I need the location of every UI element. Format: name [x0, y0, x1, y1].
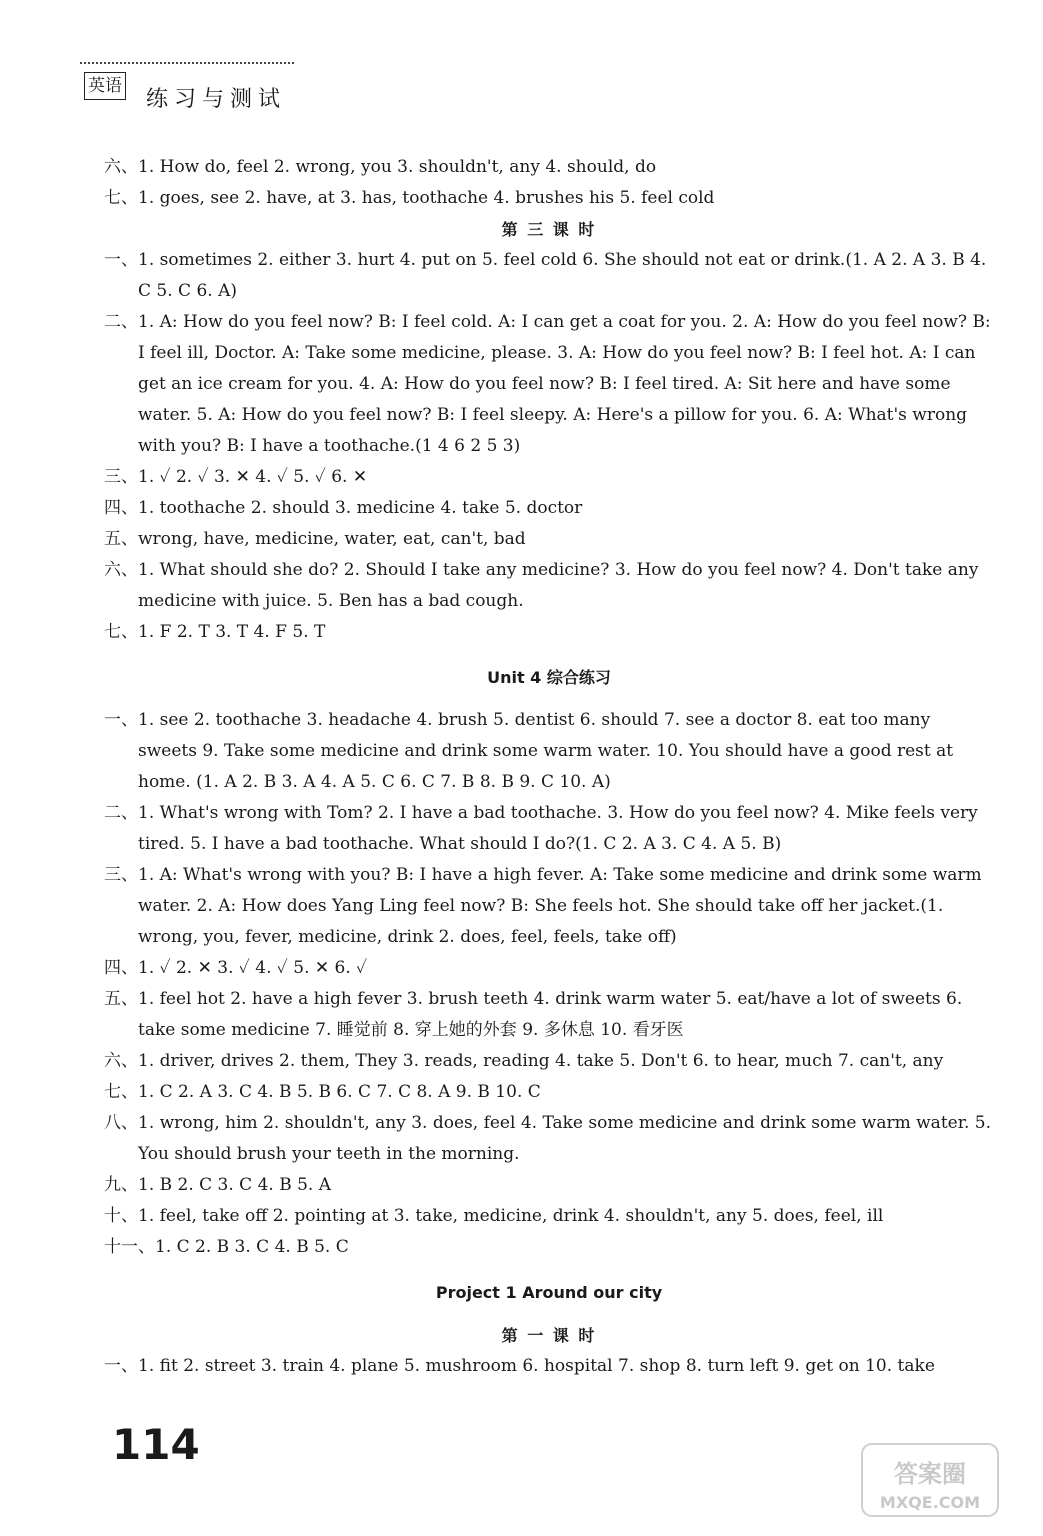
answer-line: 一、1. sometimes 2. either 3. hurt 4. put on 5. feel cold 6. She should not eat or drink.(1. A 2. A 3. B 4. C 5. C 6. A)	[104, 250, 987, 301]
answer-line: 七、1. F 2. T 3. T 4. F 5. T	[104, 622, 326, 642]
section-heading-project-1: Project 1 Around our city	[435, 1283, 663, 1302]
answer-line: 二、1. What's wrong with Tom? 2. I have a bad toothache. 3. How do you feel now? 4. Mike feels very tired. 5. I have a bad toothache. What should I do?(1. C 2. A 3. C 4. A 5. B)	[104, 803, 978, 854]
subject-label: 英语	[84, 72, 126, 100]
answer-line: 六、1. driver, drives 2. them, They 3. reads, reading 4. take 5. Don't 6. to hear, much 7. can't, any	[104, 1051, 944, 1071]
watermark-logo	[860, 1440, 1000, 1520]
answer-line: 一、1. see 2. toothache 3. headache 4. brush 5. dentist 6. should 7. see a doctor 8. eat too many sweets 9. Take some medicine and drink some warm water. 10. You should have a good rest at home. (1. A 2. B 3. A 4. A 5. C 6. C 7. B 8. B 9. C 10. A)	[104, 710, 954, 792]
svg-text:答案圈: 答案圈	[894, 1460, 966, 1488]
answer-line: 三、1. A: What's wrong with you? B: I have a high fever. A: Take some medicine and drink some warm water. 2. A: How does Yang Ling feel now? B: She feels hot. She should take off her jacket.(1. wrong, you, fever, medicine, drink 2. does, feel, feels, take off)	[104, 865, 982, 947]
answer-line: 五、wrong, have, medicine, water, eat, can't, bad	[104, 529, 526, 549]
svg-text:MXQE.COM: MXQE.COM	[879, 1493, 981, 1512]
answer-line: 十一、1. C 2. B 3. C 4. B 5. C	[104, 1237, 349, 1257]
book-title: 练习与测试	[146, 87, 287, 112]
answer-line: 七、1. C 2. A 3. C 4. B 5. B 6. C 7. C 8. A 9. B 10. C	[104, 1082, 541, 1102]
answer-line: 八、1. wrong, him 2. shouldn't, any 3. does, feel 4. Take some medicine and drink some warm water. 5. You should brush your teeth in the morning.	[104, 1113, 991, 1164]
answer-line: 十、1. feel, take off 2. pointing at 3. take, medicine, drink 4. shouldn't, any 5. does, feel, ill	[104, 1206, 884, 1226]
section-heading-lesson-1: 第 一 课 时	[501, 1326, 597, 1345]
section-heading-unit-4: Unit 4 综合练习	[487, 668, 611, 687]
answer-line: 六、1. How do, feel 2. wrong, you 3. shouldn't, any 4. should, do	[104, 157, 657, 177]
answer-content	[104, 152, 994, 1382]
answer-line: 九、1. B 2. C 3. C 4. B 5. A	[104, 1175, 332, 1195]
answer-line: 四、1. ✓ 2. ✕ 3. ✓ 4. ✓ 5. ✕ 6. ✓	[104, 958, 368, 978]
answer-line: 一、1. fit 2. street 3. train 4. plane 5. mushroom 6. hospital 7. shop 8. turn left 9. get on 10. take	[104, 1356, 935, 1376]
page-number: 114	[112, 1420, 200, 1469]
answer-line: 七、1. goes, see 2. have, at 3. has, toothache 4. brushes his 5. feel cold	[104, 188, 715, 208]
answer-line: 五、1. feel hot 2. have a high fever 3. brush teeth 4. drink warm water 5. eat/have a lot of sweets 6. take some medicine 7. 睡觉前 8. 穿上她的外套 9. 多休息 10. 看牙医	[104, 989, 963, 1040]
answer-line: 二、1. A: How do you feel now? B: I feel cold. A: I can get a coat for you. 2. A: How do you feel now? B: I feel ill, Doctor. A: Take some medicine, please. 3. A: How do you feel now? B: I feel hot. A: I can get an ice cream for you. 4. A: How do you feel now? B: I feel tired. A: Sit here and have some water. 5. A: How do you feel now? B: I feel sleepy. A: Here's a pillow for you. 6. A: What's wrong with you? B: I have a toothache.(1 4 6 2 5 3)	[104, 312, 991, 456]
page-header	[76, 62, 296, 122]
header-dotted-rule	[80, 62, 294, 64]
answer-line: 三、1. ✓ 2. ✓ 3. ✕ 4. ✓ 5. ✓ 6. ✕	[104, 467, 368, 487]
answer-line: 四、1. toothache 2. should 3. medicine 4. take 5. doctor	[104, 498, 583, 518]
answer-line: 六、1. What should she do? 2. Should I take any medicine? 3. How do you feel now? 4. Don't take any medicine with juice. 5. Ben has a bad cough.	[104, 560, 979, 611]
section-heading-lesson-3: 第 三 课 时	[501, 220, 597, 239]
